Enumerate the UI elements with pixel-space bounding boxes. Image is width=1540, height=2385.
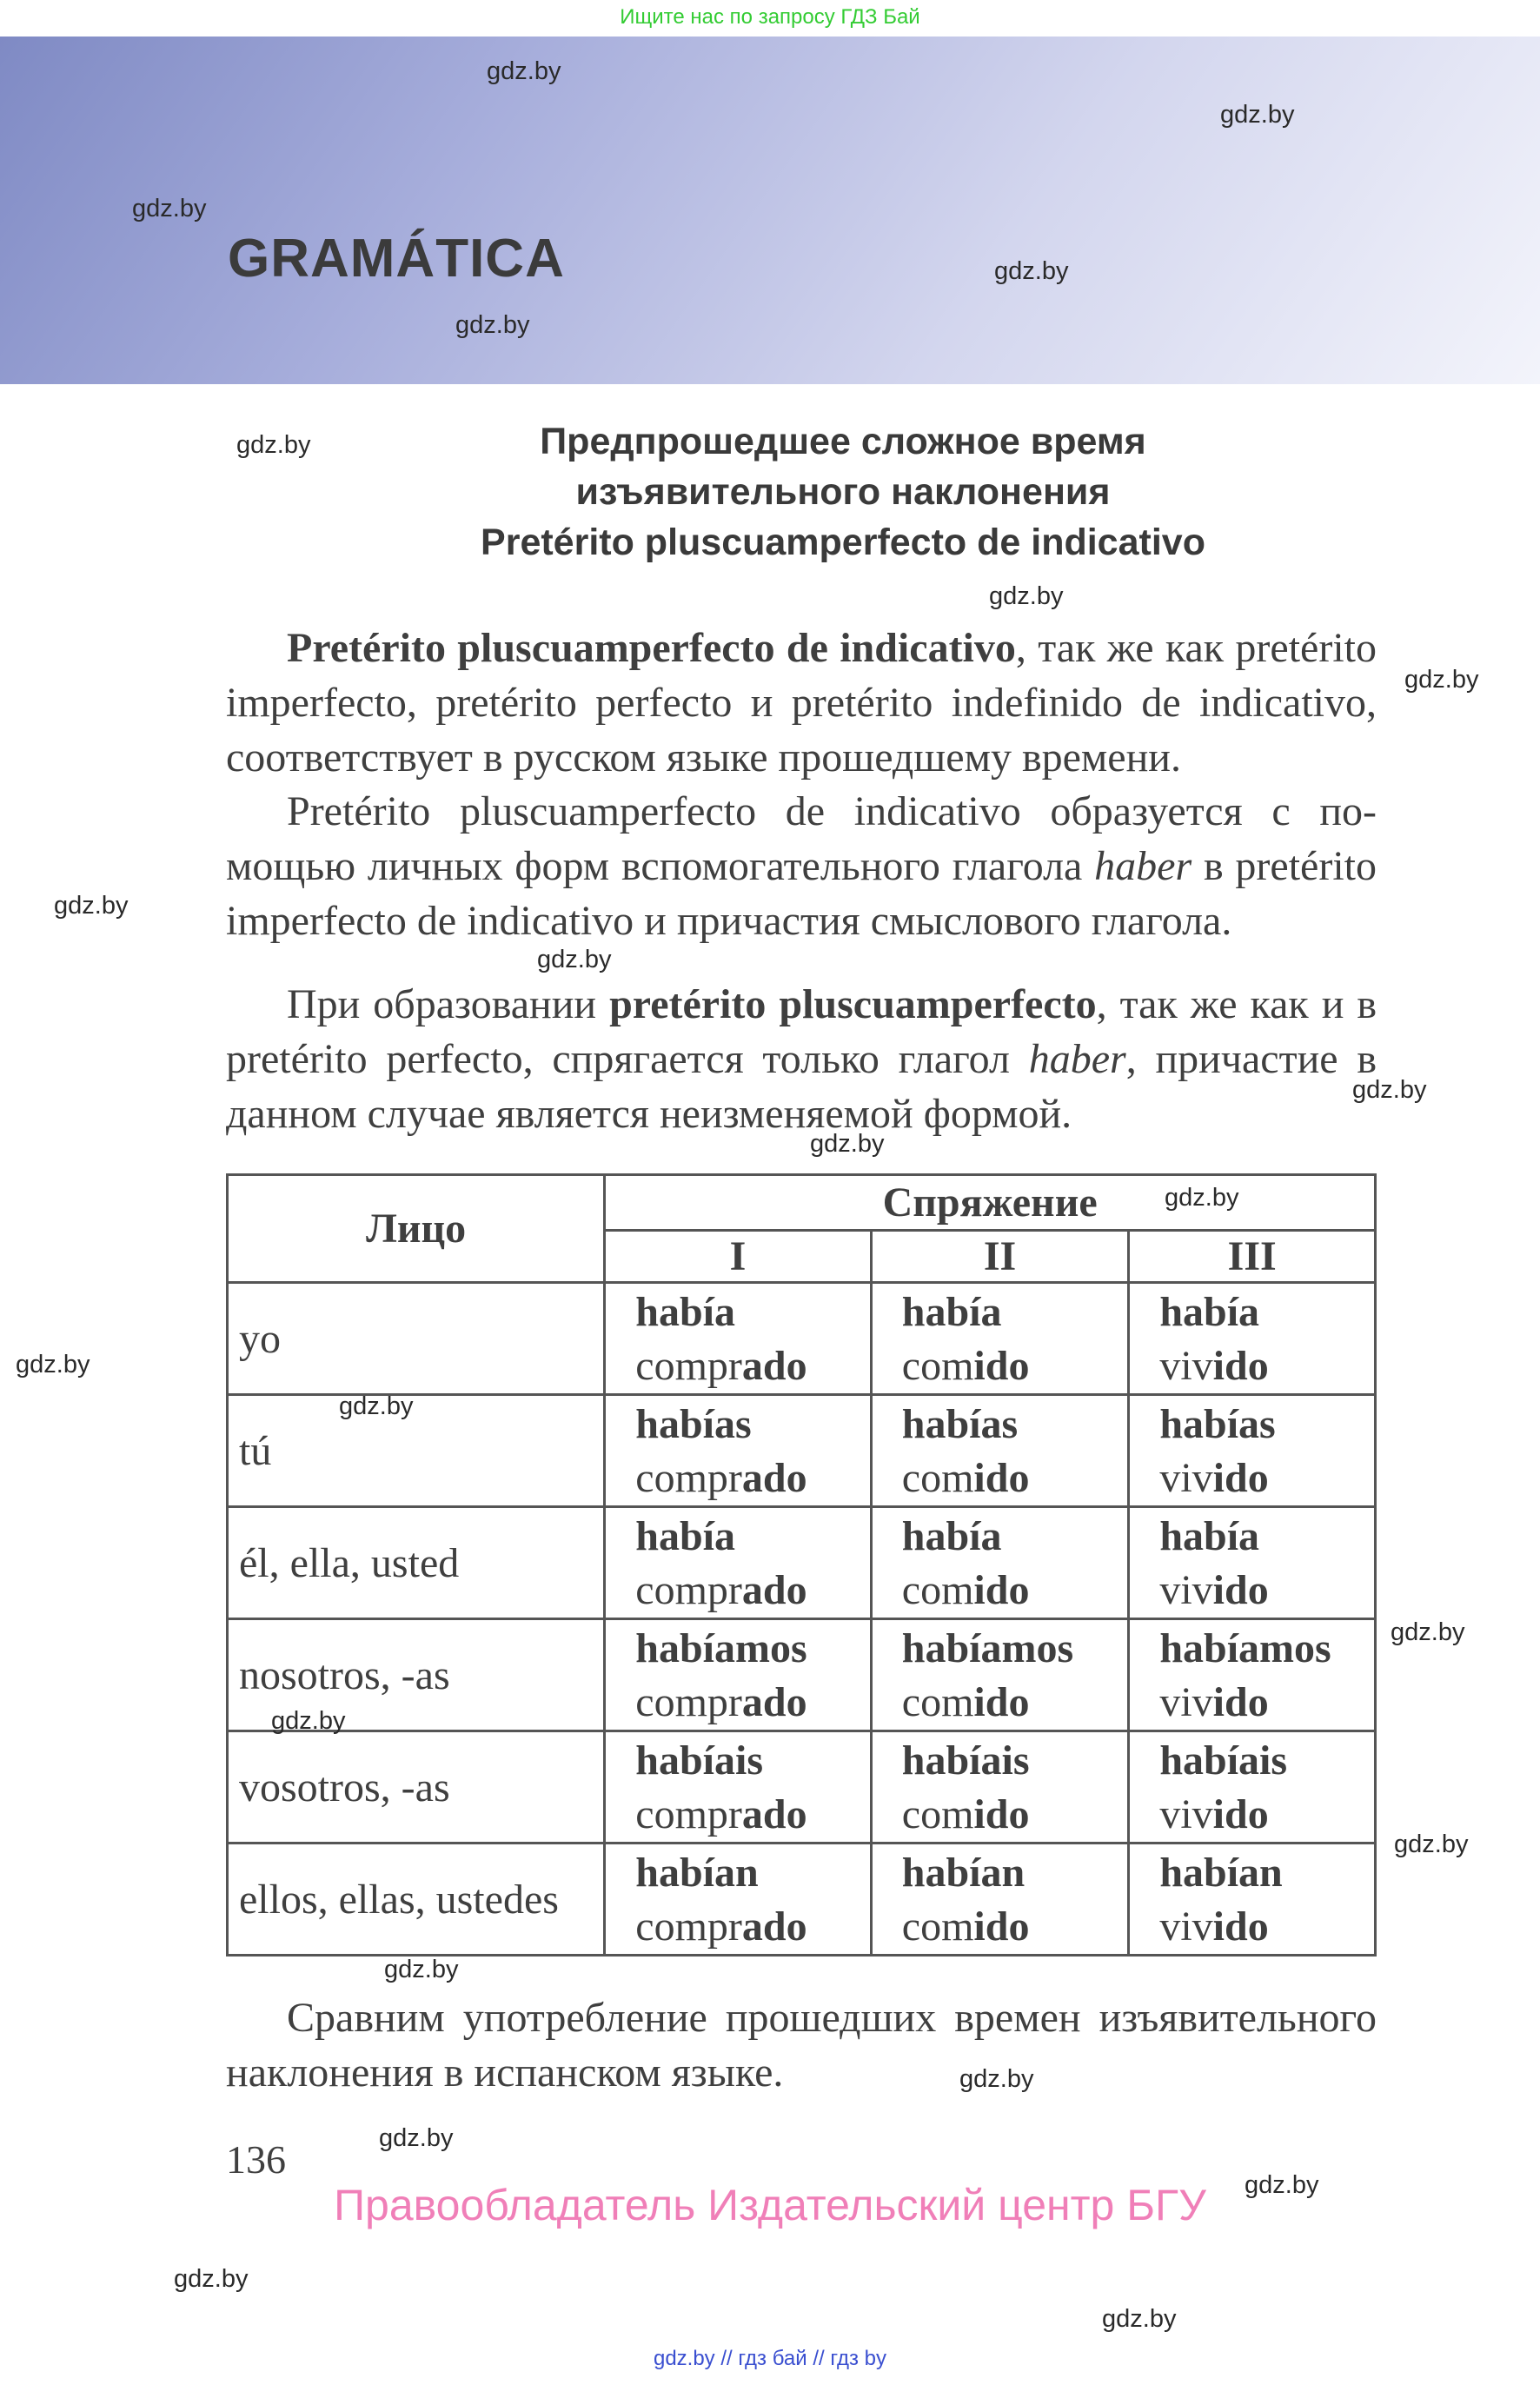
participle (1159, 1564, 1374, 1618)
header-band (0, 37, 1540, 384)
aux-verb: había (635, 1289, 736, 1335)
watermark: gdz.by (989, 582, 1064, 610)
table-row (228, 1283, 1376, 1395)
person-cell: ellos, ellas, ustedes (228, 1844, 605, 1956)
term-italic: haber (1028, 1036, 1126, 1082)
watermark: gdz.by (271, 1707, 346, 1735)
form-cell (1129, 1619, 1376, 1731)
participle-ending: ido (973, 1791, 1030, 1837)
form-cell (1129, 1283, 1376, 1395)
paragraph-3-mid: , так же как и в pretérito perfecto, спрягается только глагол (226, 981, 1377, 1082)
aux-verb: habían (1159, 1850, 1283, 1896)
participle (635, 1564, 869, 1618)
form-cell (871, 1283, 1129, 1395)
participle (635, 1788, 869, 1842)
form-cell (871, 1619, 1129, 1731)
participle (635, 1900, 869, 1954)
conjugation-col-3: III (1129, 1231, 1376, 1283)
aux-verb: había (901, 1513, 1002, 1559)
form-cell (871, 1844, 1129, 1956)
aux-verb: habíamos (635, 1625, 807, 1671)
watermark: gdz.by (16, 1351, 90, 1379)
paragraph-3-end: , причастие в данном случае является неизменяемой формой. (226, 1036, 1377, 1137)
watermark: gdz.by (537, 946, 612, 973)
form-cell (871, 1507, 1129, 1619)
participle-stem: viv (1159, 1455, 1213, 1501)
participle-stem: viv (1159, 1343, 1213, 1389)
watermark: gdz.by (959, 2065, 1034, 2093)
participle (1159, 1676, 1374, 1730)
page-number: 136 (226, 2137, 286, 2182)
conjugation-col-1: I (605, 1231, 871, 1283)
watermark: gdz.by (54, 892, 129, 920)
person-cell: yo (228, 1283, 605, 1395)
aux-verb: habíais (635, 1737, 764, 1784)
term-bold: pretérito pluscuamperfecto (609, 981, 1097, 1027)
participle (635, 1339, 869, 1393)
topic-title-line-1: Предпрошедшее сложное время (540, 421, 1146, 462)
watermark: gdz.by (174, 2265, 249, 2293)
participle-ending: ado (741, 1343, 807, 1389)
participle-stem: compr (635, 1567, 742, 1613)
participle-ending: ido (973, 1679, 1030, 1725)
participle-ending: ido (973, 1903, 1030, 1950)
participle-stem: com (901, 1455, 974, 1501)
table-row (228, 1507, 1376, 1619)
participle-stem: viv (1159, 1791, 1213, 1837)
watermark: gdz.by (339, 1392, 414, 1420)
aux-verb: habíamos (901, 1625, 1074, 1671)
aux-verb: habíais (901, 1737, 1030, 1784)
participle-ending: ado (741, 1455, 807, 1501)
person-cell: vosotros, -as (228, 1731, 605, 1844)
participle-ending: ido (973, 1567, 1030, 1613)
participle (635, 1452, 869, 1505)
participle-stem: com (901, 1903, 974, 1950)
watermark: gdz.by (1391, 1618, 1465, 1646)
participle-stem: com (901, 1343, 974, 1389)
conjugation-table (226, 1173, 1377, 1956)
form-cell (1129, 1395, 1376, 1507)
participle-stem: com (901, 1679, 974, 1725)
paragraph-2-end: в pretérito imperfecto de indicativo и причастия смыслового глагола. (226, 843, 1377, 944)
table-row (228, 1844, 1376, 1956)
aux-verb: habías (635, 1401, 752, 1447)
watermark: gdz.by (1245, 2171, 1319, 2199)
participle-ending: ido (1212, 1903, 1269, 1950)
aux-verb: había (635, 1513, 736, 1559)
aux-verb: habíais (1159, 1737, 1288, 1784)
person-cell: nosotros, -as (228, 1619, 605, 1731)
paragraph-3-start: При образовании (287, 981, 610, 1027)
watermark: gdz.by (1352, 1076, 1427, 1104)
participle (902, 1339, 1128, 1393)
watermark: gdz.by (1165, 1184, 1239, 1212)
table-row (228, 1731, 1376, 1844)
copyright-notice: Правообладатель Издательский центр БГУ (334, 2181, 1206, 2229)
aux-verb: había (1159, 1513, 1260, 1559)
participle (635, 1676, 869, 1730)
paragraph-3 (226, 977, 1377, 1141)
aux-verb: habías (1159, 1401, 1276, 1447)
topic-title-line-2: изъявительного наклонения (575, 471, 1111, 513)
paragraph-4: Сравним употребление прошедших времен изъявительного наклонения в испанском языке. (226, 1995, 1377, 2096)
term-bold: Pretérito pluscuamperfecto de indicativo (287, 625, 1016, 671)
watermark: gdz.by (132, 195, 207, 223)
participle-stem: compr (635, 1679, 742, 1725)
form-cell (605, 1731, 871, 1844)
watermark: gdz.by (1404, 666, 1479, 694)
participle (1159, 1788, 1374, 1842)
participle (902, 1452, 1128, 1505)
person-cell: él, ella, usted (228, 1507, 605, 1619)
form-cell (605, 1395, 871, 1507)
participle-stem: compr (635, 1343, 742, 1389)
paragraph-1 (226, 621, 1377, 785)
watermark: gdz.by (236, 431, 311, 459)
term-italic: haber (1094, 843, 1192, 889)
top-banner: Ищите нас по запросу ГДЗ Бай (620, 5, 920, 29)
participle-stem: com (901, 1791, 974, 1837)
aux-verb: había (1159, 1289, 1260, 1335)
watermark: gdz.by (1394, 1830, 1469, 1858)
participle-stem: viv (1159, 1679, 1213, 1725)
participle (902, 1676, 1128, 1730)
person-header: Лицо (228, 1175, 605, 1283)
participle (1159, 1452, 1374, 1505)
watermark: gdz.by (1102, 2305, 1177, 2333)
aux-verb: había (901, 1289, 1002, 1335)
aux-verb: habías (901, 1401, 1019, 1447)
participle-ending: ado (741, 1903, 807, 1950)
participle-stem: viv (1159, 1903, 1213, 1950)
aux-verb: habían (901, 1850, 1026, 1896)
form-cell (871, 1731, 1129, 1844)
person-cell: tú (228, 1395, 605, 1507)
form-cell (605, 1844, 871, 1956)
participle-ending: ido (973, 1455, 1030, 1501)
conjugation-header: Спряжение (605, 1175, 1376, 1231)
form-cell (605, 1507, 871, 1619)
form-cell (871, 1395, 1129, 1507)
participle-ending: ido (1212, 1455, 1269, 1501)
participle-ending: ido (1212, 1791, 1269, 1837)
watermark: gdz.by (810, 1130, 885, 1158)
form-cell (1129, 1507, 1376, 1619)
participle-stem: compr (635, 1903, 742, 1950)
watermark: gdz.by (1220, 101, 1295, 129)
paragraph-2-start: Pretérito pluscuamperfecto de indicativo образуется с помощью личных форм вспомогательного глагола (226, 788, 1377, 889)
participle-ending: ado (741, 1567, 807, 1613)
watermark: gdz.by (487, 57, 561, 85)
participle-ending: ido (1212, 1343, 1269, 1389)
paragraph-1-text: , так же как pretérito imperfecto, pretérito perfecto и pretérito indefinido de indicativo, соответствует в русском языке прошедшему времени. (226, 625, 1377, 781)
aux-verb: habíamos (1159, 1625, 1331, 1671)
participle-stem: viv (1159, 1567, 1213, 1613)
participle-stem: com (901, 1567, 974, 1613)
participle (902, 1788, 1128, 1842)
paragraph-2 (226, 784, 1377, 948)
footer-links[interactable]: gdz.by // гдз бай // гдз by (653, 2347, 887, 2370)
form-cell (605, 1283, 871, 1395)
participle (902, 1564, 1128, 1618)
participle-stem: compr (635, 1455, 742, 1501)
participle-ending: ido (973, 1343, 1030, 1389)
participle-ending: ido (1212, 1567, 1269, 1613)
watermark: gdz.by (994, 257, 1069, 285)
form-cell (1129, 1731, 1376, 1844)
watermark: gdz.by (384, 1956, 459, 1983)
watermark: gdz.by (379, 2124, 454, 2152)
form-cell (605, 1619, 871, 1731)
participle (1159, 1900, 1374, 1954)
participle (1159, 1339, 1374, 1393)
conjugation-col-2: II (871, 1231, 1129, 1283)
table-row (228, 1619, 1376, 1731)
aux-verb: habían (635, 1850, 759, 1896)
topic-title-line-3: Pretérito pluscuamperfecto de indicativo (481, 522, 1205, 563)
participle-ending: ado (741, 1679, 807, 1725)
form-cell (1129, 1844, 1376, 1956)
participle-ending: ido (1212, 1679, 1269, 1725)
section-title: GRAMÁTICA (228, 229, 565, 289)
participle (902, 1900, 1128, 1954)
watermark: gdz.by (455, 311, 530, 339)
participle-stem: compr (635, 1791, 742, 1837)
participle-ending: ado (741, 1791, 807, 1837)
